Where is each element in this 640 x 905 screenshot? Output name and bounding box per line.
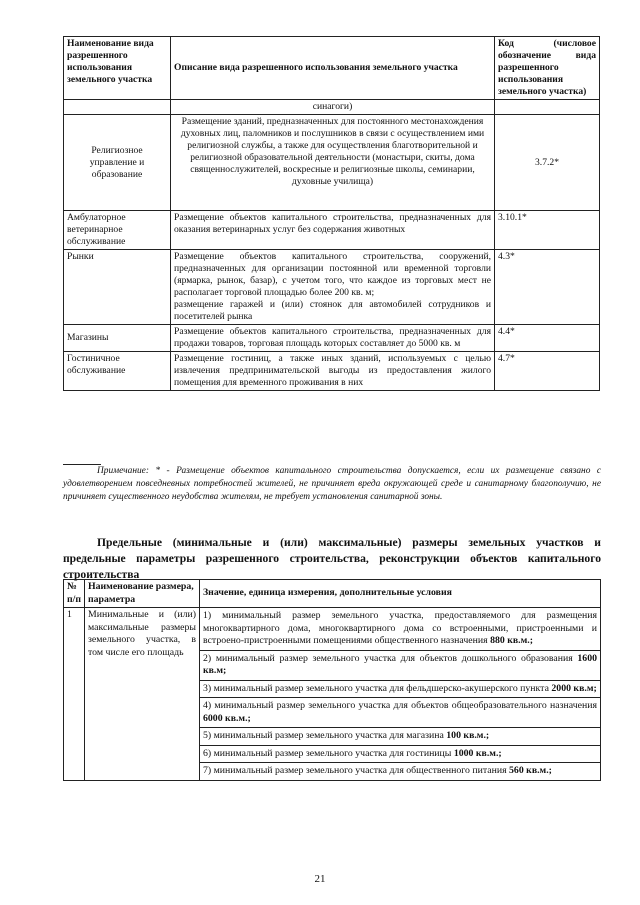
value-text: 5) минимальный размер земельного участка для магазина — [203, 730, 447, 741]
use-description: Размещение гостиниц, а также иных зданий, используемых с целью извлечения предпринимательской выгоды из предоставления жилого помещения для временного проживания в них — [171, 352, 495, 391]
table-row — [64, 211, 600, 250]
table-row — [64, 608, 601, 651]
value-item — [200, 728, 601, 746]
value-item — [200, 698, 601, 728]
value-text: 2) минимальный размер земельного участка для объектов дошкольного образования — [203, 652, 578, 664]
use-code: 4.4* — [495, 325, 600, 352]
footnote-note: Примечание: * - Размещение объектов капитального строительства допускается, если их размещение связано с удовлетворением повседневных потребностей жителей, не причиняет вреда окружающей среде и санитарному благополучию, не причиняет существенного неудобства жителям, не требует установления санитарной зоны. — [63, 466, 601, 502]
value-item — [200, 745, 601, 763]
value-text: 6) минимальный размер земельного участка для гостиницы — [203, 747, 454, 759]
value-amount: 880 кв.м.; — [490, 635, 533, 646]
value-text: 3) минимальный размер земельного участка для фельдшерско-акушерского пункта — [203, 682, 552, 694]
table-row — [64, 115, 600, 211]
use-description — [171, 250, 495, 325]
value-amount: 1000 кв.м.; — [453, 747, 502, 759]
use-description: Размещение объектов капитального строительства, предназначенных для оказания ветеринарных услуг без содержания животных — [171, 211, 495, 250]
value-item — [200, 763, 601, 781]
header-use-code: Код (числовое обозначение вида разрешенного использования земельного участка) — [495, 37, 600, 100]
value-amount: 1600 кв.м; — [203, 652, 597, 676]
table-header-row — [64, 37, 600, 100]
value-amount: 2000 кв.м; — [551, 682, 597, 694]
value-amount: 100 кв.м.; — [446, 730, 490, 741]
continuation-text: синагоги) — [171, 100, 495, 115]
page-number: 21 — [314, 873, 326, 885]
use-code: 3.7.2* — [495, 115, 600, 211]
use-description-part2: размещение гаражей и (или) стоянок для автомобилей сотрудников и посетителей рынка — [174, 299, 491, 322]
section-heading: Предельные (минимальные и (или) максимальные) размеры земельных участков и предельные параметры разрешенного строительства, реконструкции объектов капитального строительства — [63, 536, 601, 581]
use-name: Магазины — [64, 325, 171, 352]
header-value: Значение, единица измерения, дополнительные условия — [200, 580, 601, 608]
land-use-table — [63, 36, 600, 391]
use-code: 4.3* — [495, 250, 600, 325]
use-description: Размещение зданий, предназначенных для постоянного местонахождения духовных лиц, паломников и послушников в связи с осуществлением ими религиозной службы, а также для осуществления благотворительной и религиозной образовательной деятельности (монастыри, скиты, дома священнослужителей, воскресные и религиозные школы, семинарии, духовные училища) — [171, 115, 495, 211]
use-name: Амбулаторное ветеринарное обслуживание — [64, 211, 171, 250]
value-amount: 560 кв.м.; — [509, 765, 552, 776]
value-text: 4) минимальный размер земельного участка для объектов общеобразовательного назначения — [203, 700, 597, 711]
value-text: 1) минимальный размер земельного участка, предоставляемого для размещения многоквартирного дома, многоквартирного дома со встроенными, пристроенными и встроено-пристроенными помещениями общественного назначения — [203, 610, 597, 646]
table-header-row — [64, 580, 601, 608]
value-text: 7) минимальный размер земельного участка для общественного питания — [203, 765, 510, 776]
header-use-name: Наименование вида разрешенного использования земельного участка — [64, 37, 171, 100]
use-name: Рынки — [64, 250, 171, 325]
use-description: Размещение объектов капитального строительства, предназначенных для продажи товаров, торговая площадь которых составляет до 5000 кв. м — [171, 325, 495, 352]
value-amount: 6000 кв.м.; — [203, 712, 251, 724]
table-row — [64, 250, 600, 325]
use-name: Гостиничное обслуживание — [64, 352, 171, 391]
header-number: № п/п — [64, 580, 85, 608]
table-row — [64, 100, 600, 115]
parameters-table — [63, 579, 601, 781]
header-use-description: Описание вида разрешенного использования земельного участка — [171, 37, 495, 100]
use-name: Религиозное управление и образование — [64, 115, 171, 211]
header-parameter-name: Наименование размера, параметра — [85, 580, 200, 608]
row-number: 1 — [64, 608, 85, 781]
use-code: 4.7* — [495, 352, 600, 391]
value-item — [200, 608, 601, 651]
use-code: 3.10.1* — [495, 211, 600, 250]
value-item — [200, 680, 601, 698]
table-row — [64, 325, 600, 352]
table-row — [64, 352, 600, 391]
parameter-name: Минимальные и (или) максимальные размеры земельного участка, в том числе его площадь — [85, 608, 200, 781]
value-item — [200, 650, 601, 680]
use-description-part1: Размещение объектов капитального строительства, сооружений, предназначенных для организации постоянной или временной торговли (ярмарка, рынок, базар), с учетом того, что каждое из торговых мест не располагает торговой площадью более 200 кв. м; — [174, 251, 491, 298]
